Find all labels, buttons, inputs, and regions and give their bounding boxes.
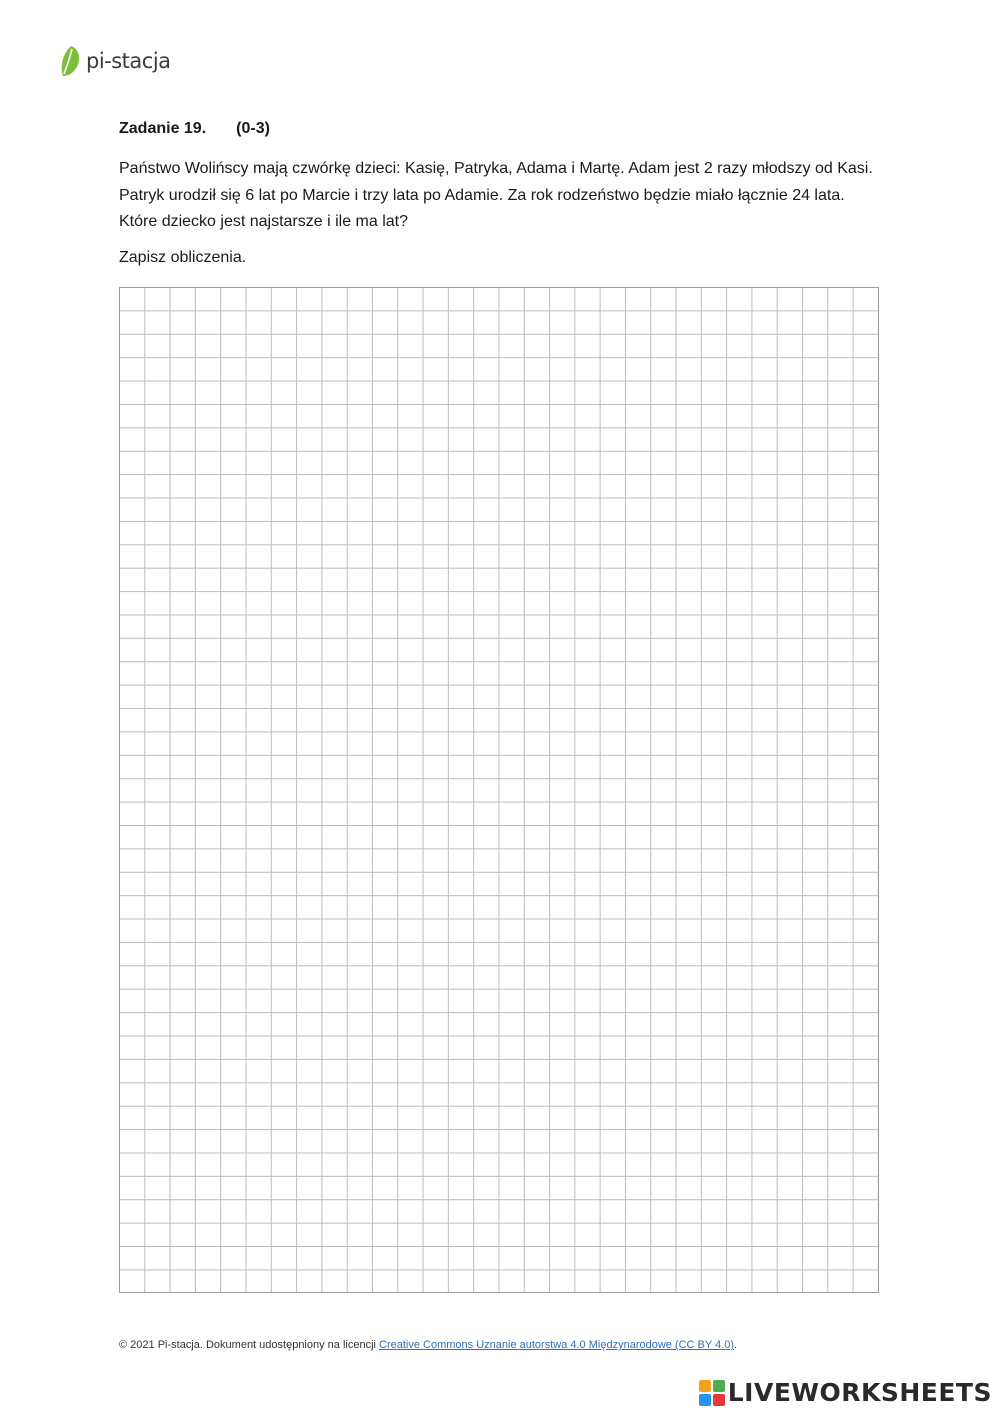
liveworksheets-logo-icon	[699, 1380, 725, 1406]
leaf-icon	[60, 45, 82, 77]
task-text: Państwo Wolińscy mają czwórkę dzieci: Kasię, Patryka, Adama i Martę. Adam jest 2 razy młodszy od Kasi. Patryk urodził się 6 lat po Marcie i trzy lata po Adamie. Za rok rodzeństwo będzie miało łącznie 24 lata. Które dziecko jest najstarsze i ile ma lat?	[119, 160, 873, 230]
task-header	[119, 120, 270, 138]
footer-text: © 2021 Pi-stacja. Dokument udostępniony na licencji	[119, 1339, 380, 1351]
task-points: (0-3)	[236, 120, 270, 137]
footer-suffix: .	[734, 1339, 738, 1351]
pi-stacja-logo	[60, 44, 171, 78]
footer	[119, 1339, 737, 1351]
liveworksheets-watermark	[699, 1378, 992, 1407]
task-title: Zadanie 19.	[119, 120, 207, 137]
watermark-text: LIVEWORKSHEETS	[727, 1378, 992, 1407]
answer-grid[interactable]	[119, 287, 879, 1293]
license-link[interactable]: Creative Commons Uznanie autorstwa 4.0 Międzynarodowe (CC BY 4.0)	[379, 1339, 735, 1351]
logo-text: pi-stacja	[86, 49, 171, 73]
task-instruction: Zapisz obliczenia.	[119, 249, 247, 266]
